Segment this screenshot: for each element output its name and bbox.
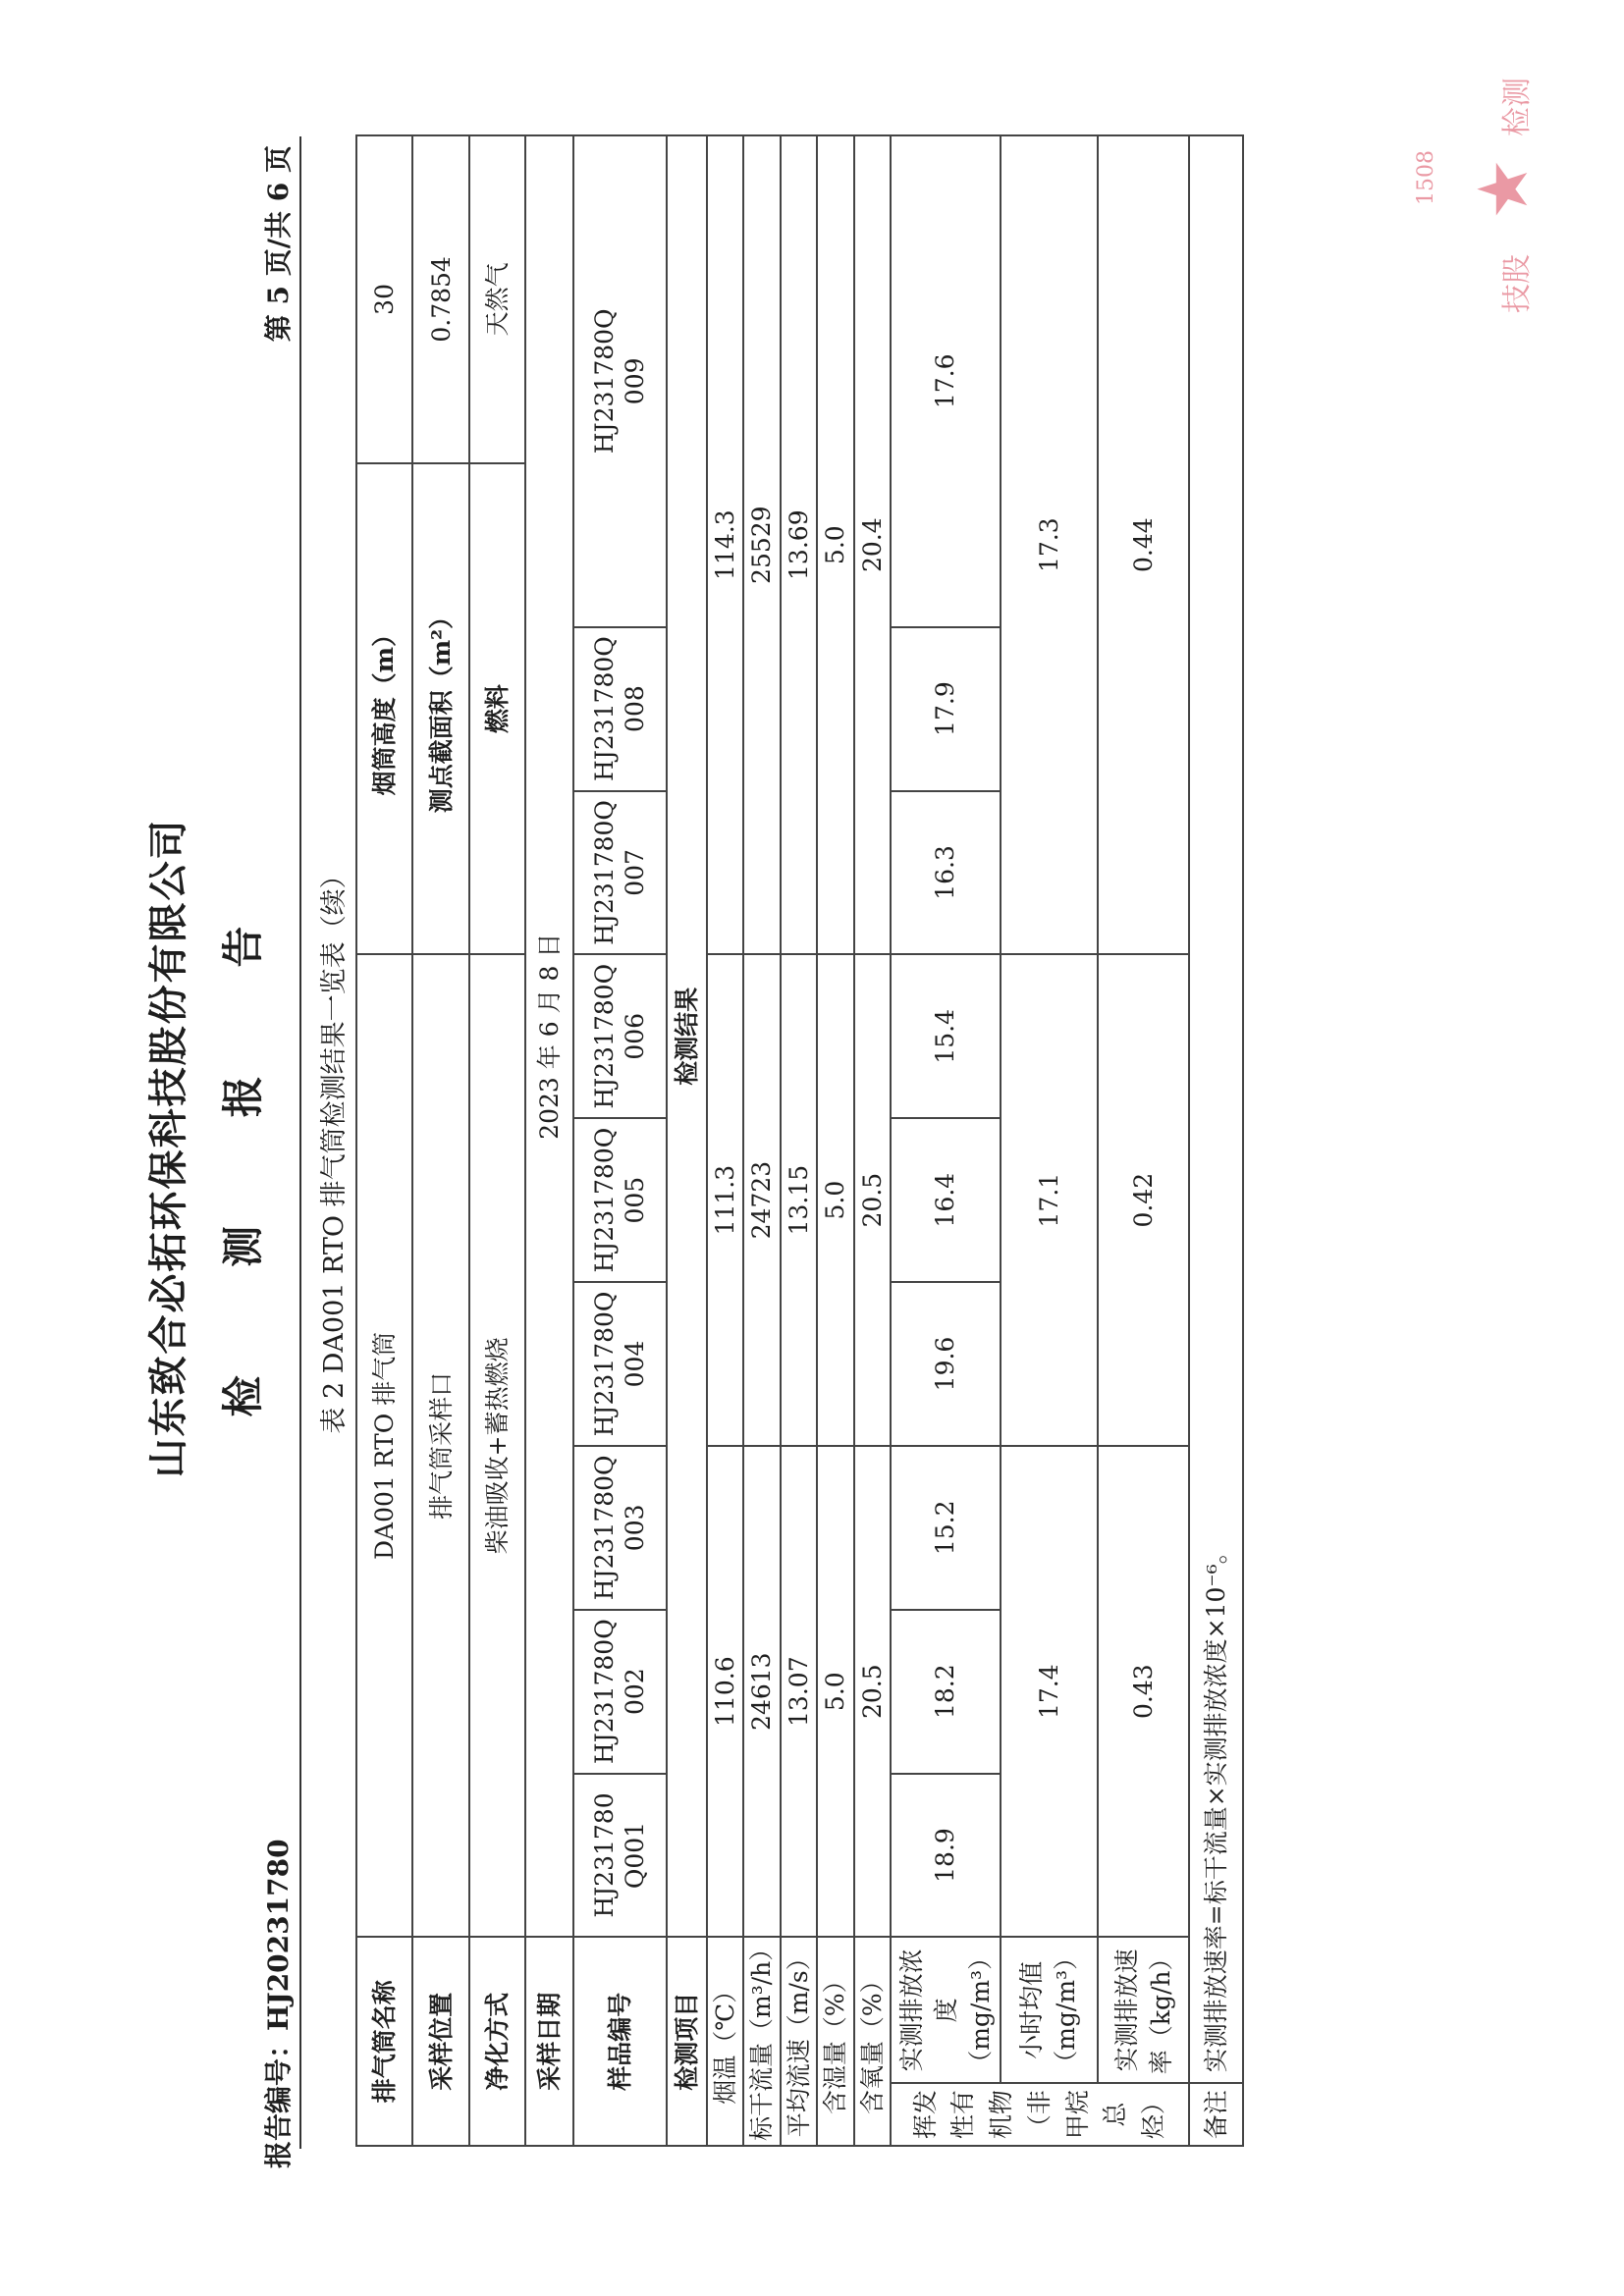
flow-row [743,135,781,2146]
row-value: 20.5 [854,954,892,1446]
vocs-rate-value: 0.42 [1098,954,1190,1446]
vocs-hourly-value: 17.3 [1001,135,1098,954]
seal-star-icon: ★ [1463,158,1543,220]
stack-height-value: 30 [356,135,412,463]
vocs-rate-label: 实测排放速率（kg/h） [1098,1937,1190,2083]
row-label: 含湿量（%） [817,1937,854,2146]
fuel-label: 燃料 [469,463,525,955]
remarks-row [1189,135,1243,2146]
row-value: 20.4 [854,135,892,954]
vocs-hourly-value: 17.1 [1001,954,1098,1446]
oxygen-row [854,135,892,2146]
page-number: 第 5 页/共 6 页 [262,145,295,343]
samples-row [573,135,668,2146]
purification-value: 柴油吸收+蓄热燃烧 [469,954,525,1937]
info-row-location [412,135,468,2146]
info-row-purification [469,135,525,2146]
vocs-measured-row [891,135,1001,2146]
row-value: 13.69 [781,135,818,954]
vocs-rate-value: 0.44 [1098,135,1190,954]
info-row-date [525,135,572,2146]
area-label: 测点截面积（m²） [412,463,468,955]
vocs-measured-value: 17.9 [891,627,1001,791]
stack-name-value: DA001 RTO 排气筒 [356,954,412,1937]
items-label: 检测项目 [667,1937,706,2146]
sample-id: HJ231780Q 004 [573,1282,668,1446]
sample-id: HJ231780Q 005 [573,1118,668,1282]
vocs-label: 挥发性有机物（非甲烷总烃） [891,2083,1189,2146]
row-value: 5.0 [817,135,854,954]
vocs-measured-value: 17.6 [891,135,1001,627]
row-value: 24723 [743,954,781,1446]
row-value: 13.07 [781,1446,818,1938]
vocs-measured-value: 15.4 [891,954,1001,1118]
table-caption: 表 2 DA001 RTO 排气筒检测结果一览表（续） [319,862,350,1434]
seal-text: 技股 [1500,254,1535,313]
purification-label: 净化方式 [469,1937,525,2146]
company-seal [1414,78,1543,313]
row-label: 平均流速（m/s） [781,1937,818,2146]
stack-name-label: 排气筒名称 [356,1937,412,2146]
stack-height-label: 烟筒高度（m） [356,463,412,955]
vocs-measured-value: 19.6 [891,1282,1001,1446]
row-value: 5.0 [817,1446,854,1938]
row-label: 烟温（℃） [707,1937,744,2146]
items-row [667,135,706,2146]
sample-id: HJ231780Q 002 [573,1610,668,1774]
sample-id: HJ231780Q 008 [573,627,668,791]
vocs-hourly-value: 17.4 [1001,1446,1098,1938]
velocity-row [781,135,818,2146]
row-value: 20.5 [854,1446,892,1938]
row-value: 13.15 [781,954,818,1446]
samples-label: 样品编号 [573,1937,668,2146]
company-name: 山东致合必拓环保科技股份有限公司 [145,818,191,1478]
row-value: 24613 [743,1446,781,1938]
row-value: 5.0 [817,954,854,1446]
row-label: 含氧量（%） [854,1937,892,2146]
row-value: 25529 [743,135,781,954]
seal-text: 检测 [1500,78,1535,136]
row-label: 标干流量（m³/h） [743,1937,781,2146]
info-row-stack [356,135,412,2146]
vocs-measured-value: 15.2 [891,1446,1001,1610]
vocs-rate-value: 0.43 [1098,1446,1190,1938]
vocs-measured-value: 16.4 [891,1118,1001,1282]
sample-location-value: 排气筒采样口 [412,954,468,1937]
sample-id: HJ231780Q 009 [573,135,668,627]
vocs-measured-value: 16.3 [891,791,1001,955]
results-label: 检测结果 [667,135,706,1937]
header-divider [299,136,301,2149]
temperature-row [707,135,744,2146]
remarks-value: 实测排放速率=标干流量×实测排放浓度×10⁻⁶。 [1189,135,1243,2083]
sample-location-label: 采样位置 [412,1937,468,2146]
sample-id: HJ231780Q 003 [573,1446,668,1610]
vocs-hourly-row [1001,135,1098,2146]
row-value: 111.3 [707,954,744,1446]
date-value: 2023 年 6 月 8 日 [525,135,572,1937]
vocs-rate-row [1098,135,1190,2146]
fuel-value: 天然气 [469,135,525,463]
row-value: 110.6 [707,1446,744,1938]
vocs-measured-value: 18.2 [891,1610,1001,1774]
report-number: 报告编号：HJ20231780 [262,1839,295,2168]
date-label: 采样日期 [525,1937,572,2146]
sample-id: HJ231780Q 006 [573,954,668,1118]
vocs-measured-label: 实测排放浓度（mg/m³） [891,1937,1001,2083]
sample-id: HJ231780 Q001 [573,1774,668,1938]
vocs-measured-value: 18.9 [891,1774,1001,1938]
seal-number: 1508 [1414,150,1438,205]
moisture-row [817,135,854,2146]
sample-id: HJ231780Q 007 [573,791,668,955]
row-value: 114.3 [707,135,744,954]
document-title: 检 测 报 告 [219,879,267,1417]
results-table [355,134,1244,2147]
area-value: 0.7854 [412,135,468,463]
vocs-hourly-label: 小时均值（mg/m³） [1001,1937,1098,2083]
remarks-label: 备注 [1189,2083,1243,2146]
